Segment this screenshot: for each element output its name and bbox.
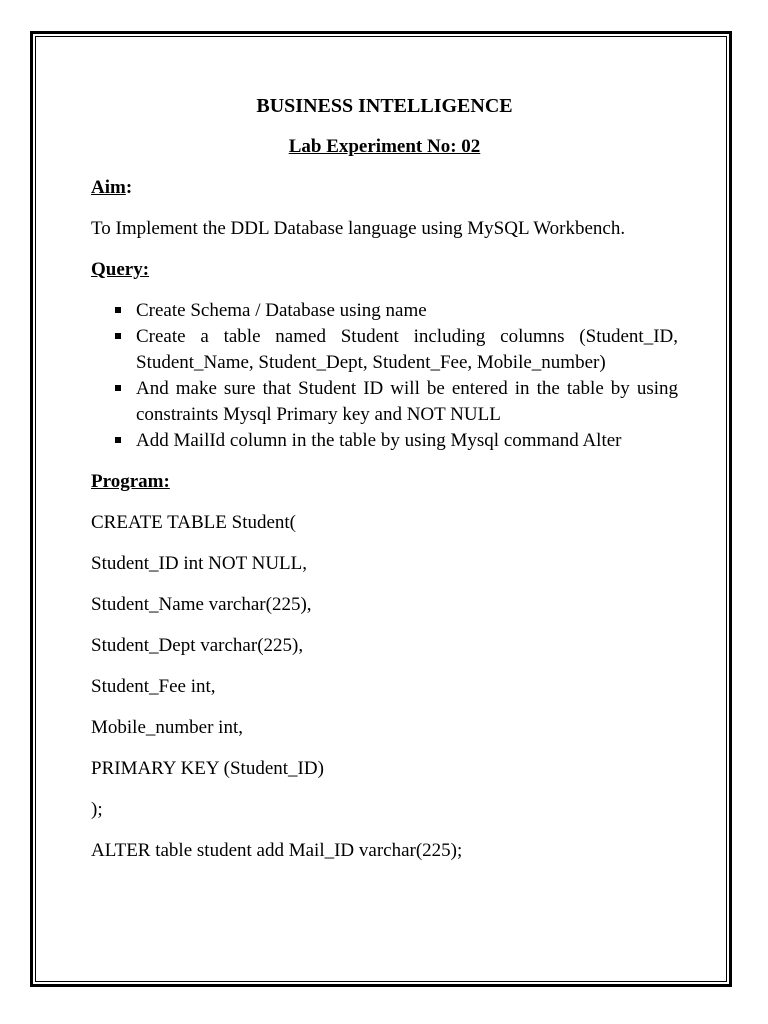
square-bullet-icon: [115, 307, 121, 313]
aim-heading-colon: :: [125, 177, 133, 198]
query-item-text: Add MailId column in the table by using Mysql command Alter: [136, 430, 622, 451]
document-title: BUSINESS INTELLIGENCE: [256, 95, 513, 117]
query-list-item: [91, 428, 678, 454]
square-bullet-icon: [115, 385, 121, 391]
program-line: );: [91, 799, 103, 820]
program-line: PRIMARY KEY (Student_ID): [91, 758, 324, 779]
program-line: Student_Fee int,: [91, 676, 216, 697]
aim-heading: [91, 175, 678, 201]
program-line: Mobile_number int,: [91, 717, 243, 738]
query-list-item: [91, 376, 678, 428]
query-item-text: Create Schema / Database using name: [136, 300, 427, 321]
square-bullet-icon: [115, 333, 121, 339]
program-heading-label: Program:: [91, 471, 170, 492]
program-line: Student_ID int NOT NULL,: [91, 553, 308, 574]
query-heading: [91, 257, 678, 283]
program-heading: [91, 469, 678, 495]
program-line: ALTER table student add Mail_ID varchar(225);: [91, 840, 463, 861]
program-line: CREATE TABLE Student(: [91, 512, 297, 533]
aim-heading-label: Aim: [91, 177, 126, 198]
aim-text: To Implement the DDL Database language using MySQL Workbench.: [91, 218, 626, 239]
query-list: [91, 298, 678, 454]
document-subtitle: Lab Experiment No: 02: [288, 136, 481, 157]
query-list-item: [91, 298, 678, 324]
query-heading-label: Query:: [91, 259, 150, 280]
square-bullet-icon: [115, 437, 121, 443]
document-body: [91, 93, 678, 879]
query-item-text: And make sure that Student ID will be entered in the table by using constraints Mysql Primary key and NOT NULL: [136, 378, 678, 425]
program-line: Student_Dept varchar(225),: [91, 635, 304, 656]
query-list-item: [91, 324, 678, 376]
program-line: Student_Name varchar(225),: [91, 594, 312, 615]
query-item-text: Create a table named Student including columns (Student_ID, Student_Name, Student_Dept, Student_Fee, Mobile_number): [136, 326, 678, 373]
